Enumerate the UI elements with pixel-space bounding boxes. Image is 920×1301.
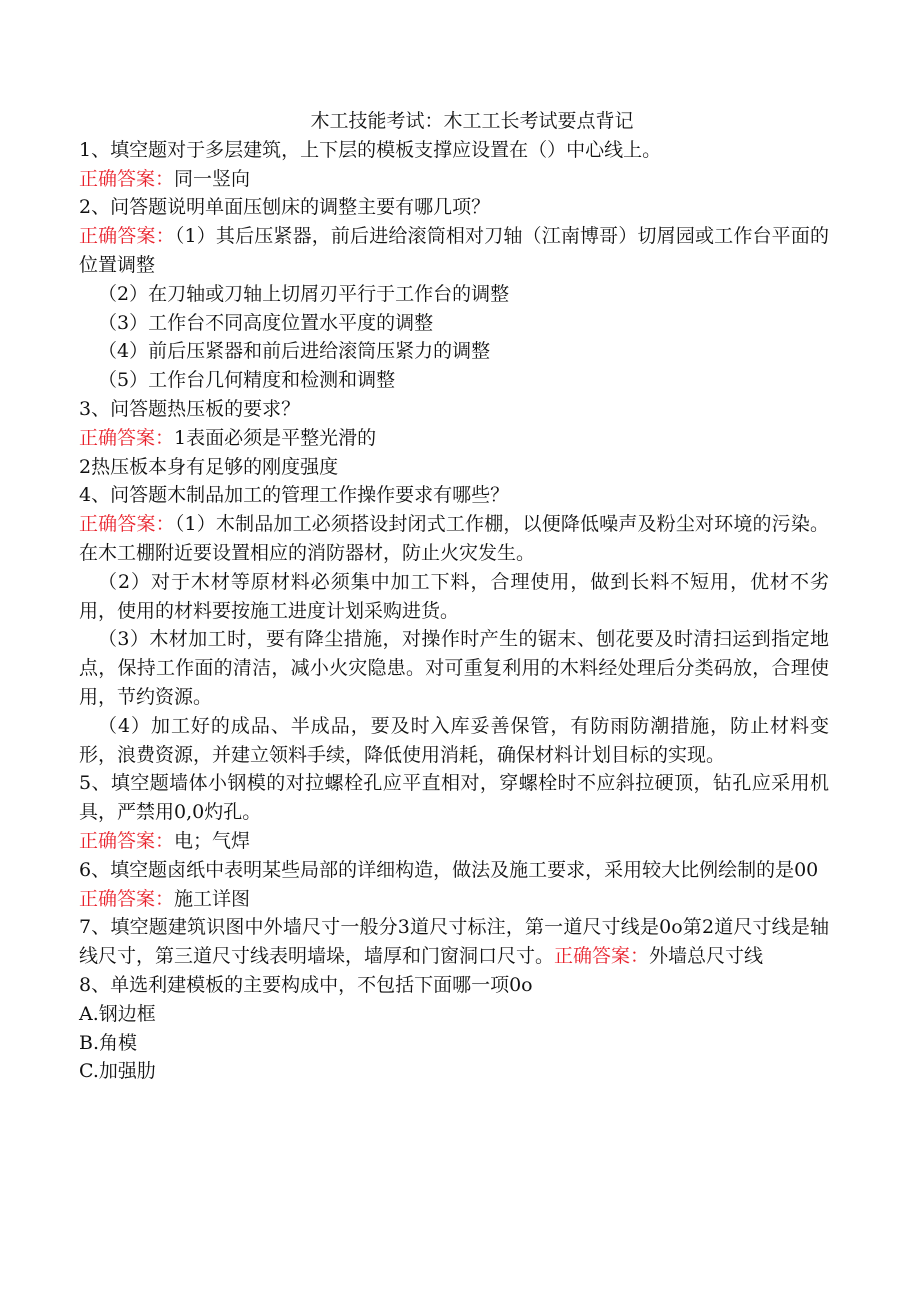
answer-2-item: （4）前后压紧器和前后进给滚筒压紧力的调整: [98, 340, 491, 363]
answer-label: 正确答案：: [79, 426, 175, 449]
option-b: B.角模: [79, 1031, 138, 1054]
answer-4-item: （4）加工好的成品、半成品，要及时入库妥善保管，有防雨防潮措施，防止材料变形，浪费资源，并建立领料手续，降低使用消耗，确保材料计划目标的实现。: [79, 714, 829, 766]
answer-label: 正确答案：: [79, 513, 175, 536]
question-1: 1、填空题对于多层建筑，上下层的模板支撑应设置在（）中心线上。: [79, 138, 662, 161]
question-8: 8、单选利建模板的主要构成中，不包括下面哪一项0o: [79, 973, 533, 996]
answer-5: [79, 827, 829, 856]
question-4: 4、问答题木制品加工的管理工作操作要求有哪些？: [79, 484, 510, 507]
document-title: 木工技能考试：木工工长考试要点背记: [310, 110, 634, 132]
question-7: [79, 913, 829, 971]
answer-1: [79, 165, 829, 194]
answer-4: [79, 510, 829, 568]
answer-2-item: （2）在刀轴或刀轴上切屑刃平行于工作台的调整: [98, 282, 510, 305]
answer-label: 正确答案：: [79, 887, 175, 910]
answer-4-item: （3）木材加工时，要有降尘措施，对操作时产生的锯末、刨花要及时清扫运到指定地点，保持工作面的清洁，减小火灾隐患。对可重复利用的木料经处理后分类码放，合理使用，节约资源。: [79, 628, 829, 708]
answer-6-text: 施工详图: [174, 887, 251, 910]
question-7-text: 7、填空题建筑识图中外墙尺寸一般分3道尺寸标注，第一道尺寸线是0o第2道尺寸线是轴线尺寸，第三道尺寸线表明墙垛，墙厚和门窗洞口尺寸。: [79, 916, 829, 968]
answer-3-continued: 2热压板本身有足够的刚度强度: [79, 455, 339, 478]
answer-4-text: （1）木制品加工必须搭设封闭式工作棚，以便降低噪声及粉尘对环境的污染。在木工棚附近要设置相应的消防器材，防止火灾发生。: [79, 513, 829, 564]
answer-2-item: （3）工作台不同高度位置水平度的调整: [98, 311, 434, 334]
answer-label: 正确答案：: [79, 829, 175, 852]
answer-3-text: 1表面必须是平整光滑的: [174, 426, 377, 449]
answer-label: 正确答案：: [554, 945, 650, 968]
answer-3: [79, 424, 829, 453]
answer-2: [79, 222, 829, 280]
question-3: 3、问答题热压板的要求？: [79, 397, 301, 420]
question-6: 6、填空题卤纸中表明某些局部的详细构造，做法及施工要求，采用较大比例绘制的是00: [79, 858, 819, 881]
answer-4-item: （2）对于木材等原材料必须集中加工下料，合理使用，做到长料不短用，优材不劣用，使用的材料要按施工进度计划采购进货。: [79, 570, 829, 622]
option-c: C.加强肋: [79, 1060, 156, 1083]
answer-7-text: 外墙总尺寸线: [649, 945, 764, 968]
question-5: 5、填空题墙体小钢模的对拉螺栓孔应平直相对，穿螺栓时不应斜拉硬顶，钻孔应采用机具，严禁用0,0灼孔。: [79, 772, 829, 824]
answer-2-text: （1）其后压紧器，前后进给滚筒相对刀轴（江南博哥）切屑园或工作台平面的位置调整: [79, 225, 829, 276]
answer-6: [79, 885, 829, 914]
question-2: 2、问答题说明单面压刨床的调整主要有哪几项？: [79, 196, 491, 219]
answer-1-text: 同一竖向: [174, 167, 251, 190]
document-body: [79, 107, 829, 1086]
option-a: A.钢边框: [79, 1002, 156, 1025]
answer-label: 正确答案：: [79, 167, 175, 190]
answer-5-text: 电；气焊: [174, 829, 251, 852]
answer-label: 正确答案：: [79, 225, 175, 248]
answer-2-item: （5）工作台几何精度和检测和调整: [98, 369, 396, 392]
